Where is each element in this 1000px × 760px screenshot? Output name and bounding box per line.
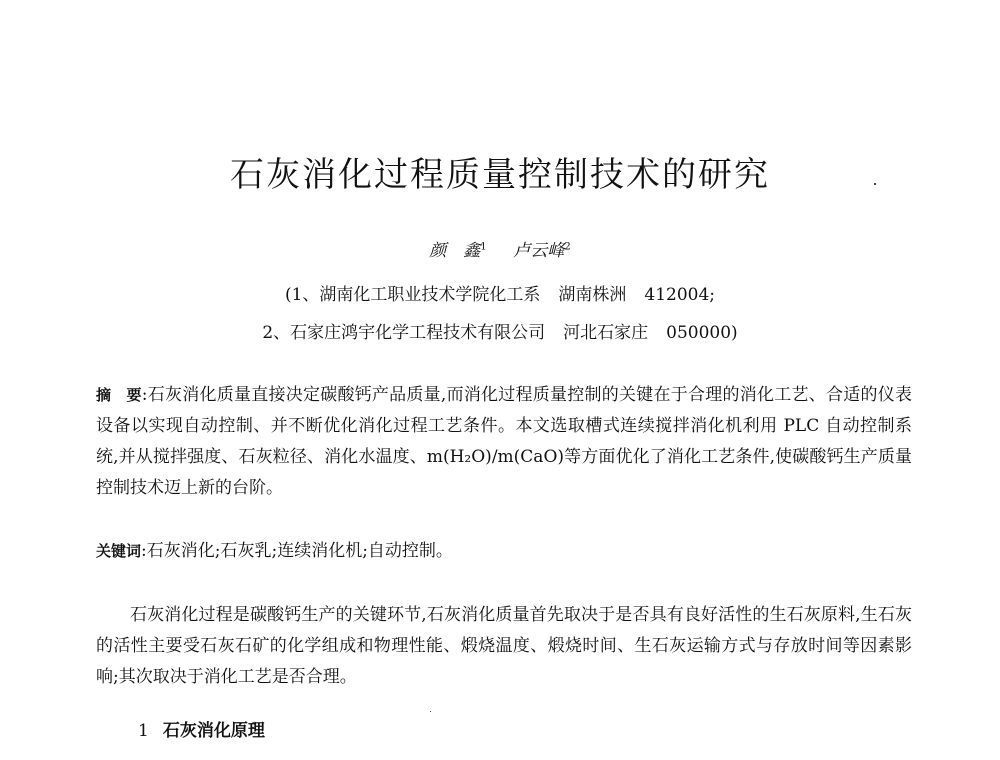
keywords (96, 536, 912, 567)
section-heading (138, 716, 265, 741)
keywords-text: :石灰消化;石灰乳;连续消化机;自动控制。 (141, 541, 453, 561)
abstract-text: :石灰消化质量直接决定碳酸钙产品质量,而消化过程质量控制的关键在于合理的消化工艺、合适的仪表设备以实现自动控制、并不断优化消化过程工艺条件。本文选取槽式连续搅拌消化机利用 PLC 自动控制系统,并从搅拌强度、石灰粒径、消化水温度、m(H₂O)/m(CaO)等方面优化了消化工艺条件,使碳酸钙生产质量控制技术迈上新的台阶。 (96, 385, 912, 498)
section-number: 1 (138, 721, 149, 741)
affiliation-postcode: 050000) (666, 323, 738, 343)
affiliation-postcode: 412004; (644, 285, 716, 305)
affiliation-name: 2、石家庄鸿宇化学工程技术有限公司 (262, 323, 546, 343)
author-name: 卢云峰 (513, 241, 565, 261)
author-affil-mark: 1 (480, 241, 487, 253)
abstract-label: 摘 要 (96, 386, 142, 404)
keywords-label: 关键词 (96, 542, 142, 560)
scan-speck (430, 711, 431, 712)
affiliation-name: (1、湖南化工职业技术学院化工系 (284, 285, 541, 305)
affiliation-line (0, 280, 1000, 305)
section-title: 石灰消化原理 (162, 721, 265, 741)
affiliation-place: 河北石家庄 (563, 323, 649, 343)
author-line (0, 236, 1000, 261)
body-paragraph: 石灰消化过程是碳酸钙生产的关键环节,石灰消化质量首先取决于是否具有良好活性的生石灰原料,生石灰的活性主要受石灰石矿的化学组成和物理性能、煅烧温度、煅烧时间、生石灰运输方式与存放时间等因素影响;其次取决于消化工艺是否合理。 (96, 605, 912, 687)
paper-title: 石灰消化过程质量控制技术的研究 (230, 155, 770, 195)
affiliation-place: 湖南株洲 (558, 285, 627, 305)
scan-speck (874, 183, 876, 185)
affiliation-line (0, 318, 1000, 343)
author-affil-mark: 2 (564, 241, 571, 253)
abstract (96, 380, 912, 504)
author-name: 颜 鑫 (429, 241, 481, 261)
